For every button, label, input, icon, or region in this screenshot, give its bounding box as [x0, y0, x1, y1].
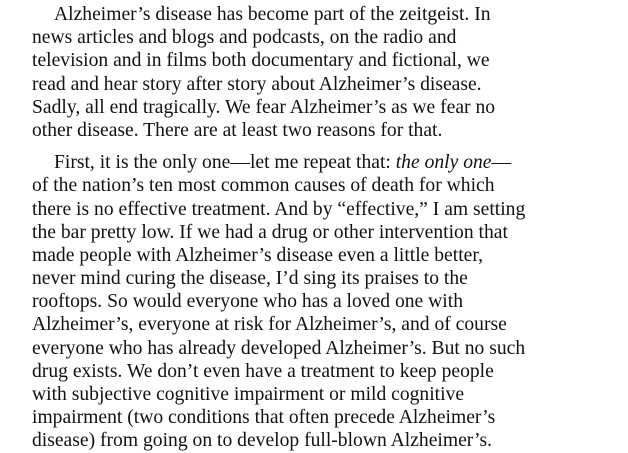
paragraph-1-line: Alzheimer’s disease has become part of the zeitgeist. In: [54, 4, 491, 25]
paragraph-1-line: news articles and blogs and podcasts, on the radio and: [32, 27, 457, 49]
first-line-dash: —: [491, 152, 512, 174]
paragraph-1-line: television and in films both documentary and fictional, we: [32, 50, 490, 72]
paragraph-2-line: the bar pretty low. If we had a drug or other intervention that: [32, 221, 508, 243]
paragraph-2-line: Alzheimer’s, everyone at risk for Alzheimer’s, and of course: [32, 314, 507, 336]
paragraph-1-line: other disease. There are at least two reasons for that.: [32, 119, 443, 141]
paragraph-2-line: with subjective cognitive impairment or mild cognitive: [32, 384, 465, 405]
paragraph-2-line: disease) from going on to develop full-blown Alzheimer’s.: [32, 430, 492, 452]
paragraph-2-line: never mind curing the disease, I’d sing its praises to the: [32, 268, 468, 290]
paragraph-1-line: read and hear story after story about Alzheimer’s disease.: [32, 73, 482, 95]
paragraph-2: [32, 151, 592, 452]
paragraph-2-line: everyone who has already developed Alzheimer’s. But no such: [32, 337, 526, 359]
paragraph-2-line: of the nation’s ten most common causes of death for which: [32, 175, 495, 197]
paragraph-2-line: rooftops. So would everyone who has a loved one with: [32, 291, 463, 313]
paragraph-2-line: impairment (two conditions that often precede Alzheimer’s: [32, 407, 496, 429]
paragraph-2-line: there is no effective treatment. And by “effective,” I am setting: [32, 198, 526, 220]
first-line-emphasis: the only one: [395, 152, 492, 174]
document-page: [32, 3, 592, 453]
paragraph-1: [32, 3, 592, 142]
paragraph-1-line: Sadly, all end tragically. We fear Alzheimer’s as we fear no: [32, 96, 496, 118]
paragraph-spacer: [32, 142, 592, 151]
paragraph-2-first-line: [32, 151, 592, 174]
first-line-text: First, it is the only one—let me repeat that:: [54, 152, 396, 174]
paragraph-2-line: made people with Alzheimer’s disease even a little better,: [32, 244, 483, 266]
paragraph-2-line: drug exists. We don’t even have a treatment to keep people: [32, 360, 494, 382]
